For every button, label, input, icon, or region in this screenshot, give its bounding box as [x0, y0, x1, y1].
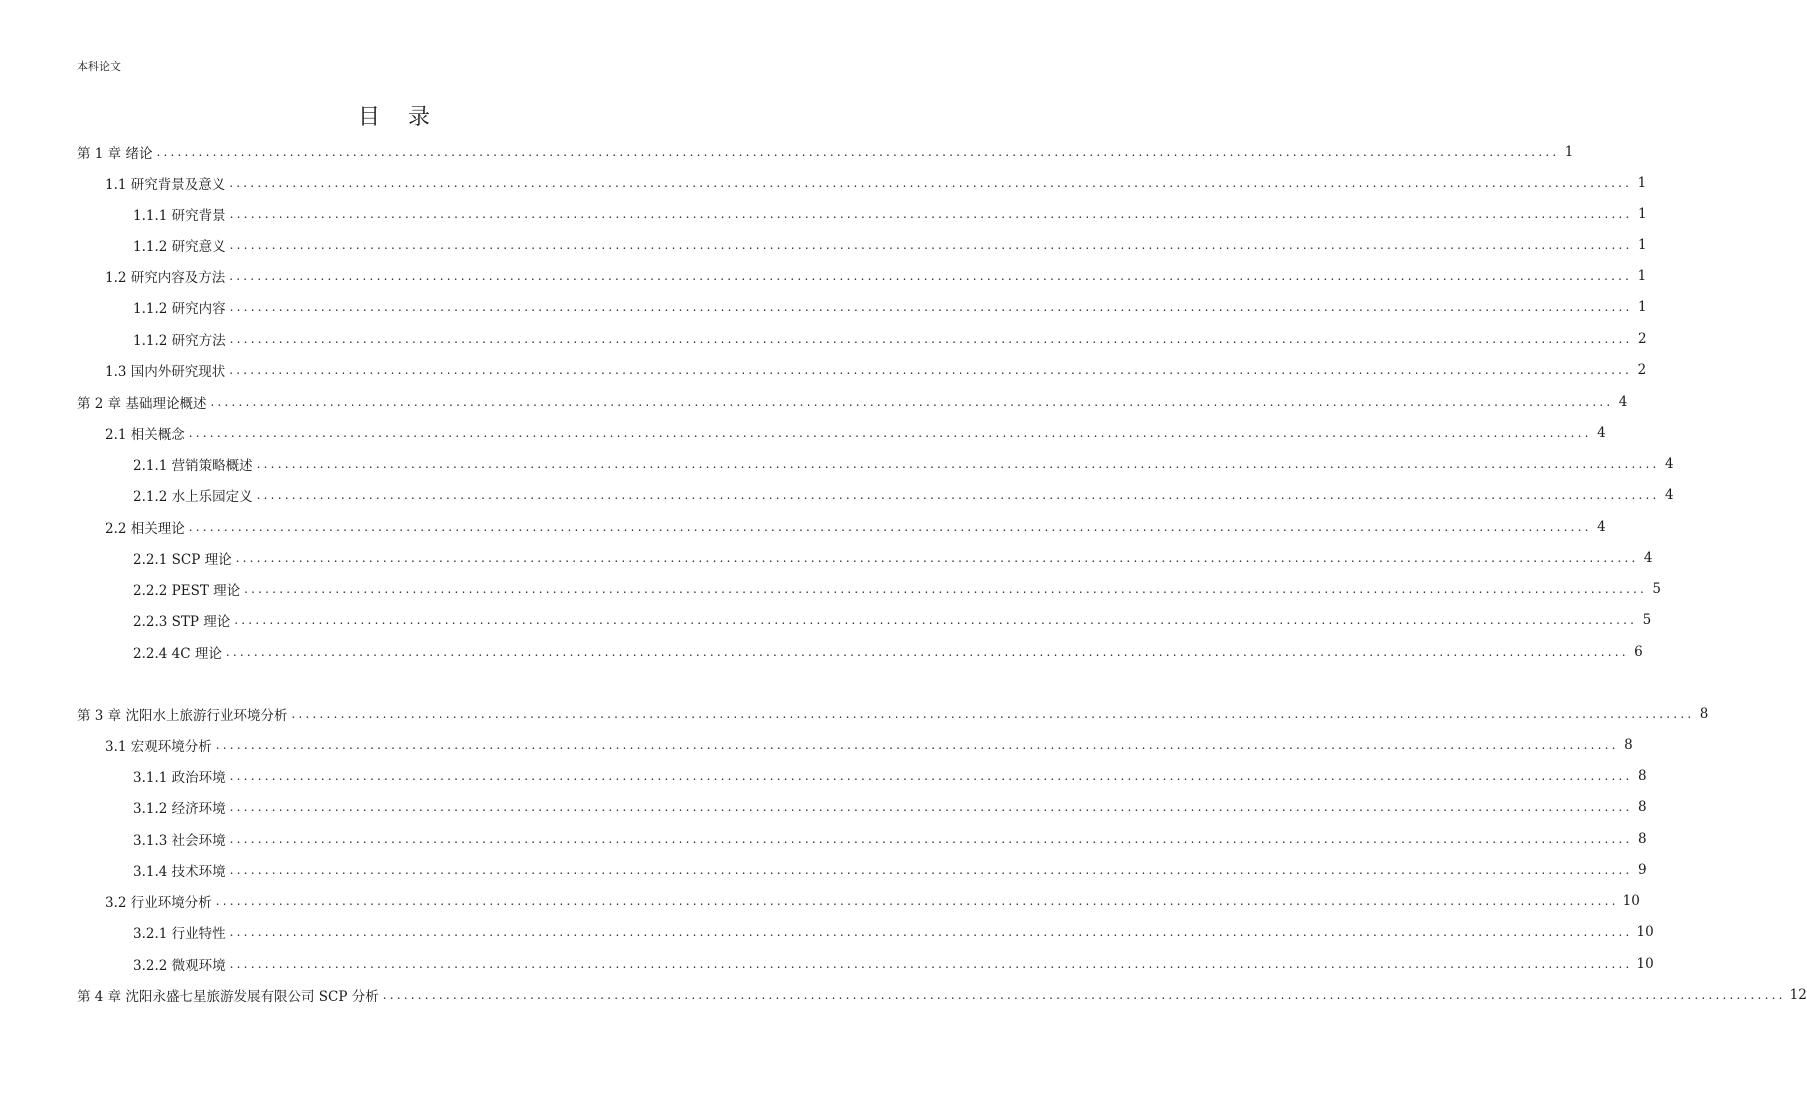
toc-entry-page: 12	[1789, 986, 1807, 1003]
toc-entry-page: 4	[1618, 393, 1628, 410]
toc-dot-leader: ........................................................................................................................................................................................................	[235, 550, 1639, 565]
toc-dot-leader: ........................................................................................................................................................................................................	[229, 175, 1633, 190]
toc-entry-page: 8	[1637, 830, 1647, 847]
toc-entry-label: 2.2.3 STP 理论	[133, 613, 231, 630]
toc-entry[interactable]	[77, 136, 1574, 167]
toc-dot-leader: ........................................................................................................................................................................................................	[229, 768, 1633, 783]
toc-entry[interactable]	[77, 979, 1807, 1010]
toc-entry-label: 3.1.1 政治环境	[133, 769, 226, 786]
title-char-2: 录	[408, 105, 433, 130]
toc-entry[interactable]	[77, 198, 1647, 229]
toc-entry-label: 1.1 研究背景及意义	[105, 176, 226, 193]
toc-entry-label: 1.3 国内外研究现状	[105, 363, 226, 380]
toc-entry-page: 1	[1637, 298, 1647, 315]
toc-dot-leader: ........................................................................................................................................................................................................	[229, 206, 1633, 221]
toc-entry-page: 8	[1637, 798, 1647, 815]
toc-entry[interactable]	[77, 885, 1640, 916]
toc-entry[interactable]	[77, 417, 1606, 448]
toc-dot-leader: ........................................................................................................................................................................................................	[215, 737, 1619, 752]
toc-entry-label: 2.1.2 水上乐园定义	[133, 488, 253, 505]
toc-entry[interactable]	[77, 573, 1662, 604]
toc-entry-page: 4	[1597, 518, 1606, 535]
toc-entry[interactable]	[77, 916, 1654, 947]
toc-entry-page: 5	[1642, 611, 1652, 628]
toc-entry-label: 3.1.4 技术环境	[133, 863, 226, 880]
toc-dot-leader: ........................................................................................................................................................................................................	[229, 799, 1633, 814]
toc-entry-label: 2.2 相关理论	[105, 520, 185, 537]
toc-dot-leader: ........................................................................................................................................................................................................	[188, 519, 1592, 534]
toc-entry-label: 1.1.1 研究背景	[133, 207, 226, 224]
toc-entry-page: 1	[1564, 143, 1574, 160]
toc-dot-leader: ........................................................................................................................................................................................................	[229, 299, 1633, 314]
toc-entry[interactable]	[77, 948, 1654, 979]
toc-dot-leader: ........................................................................................................................................................................................................	[256, 487, 1660, 502]
toc-entry[interactable]	[77, 636, 1643, 667]
toc-entry-page: 10	[1636, 923, 1654, 940]
toc-entry-label: 3.1.2 经济环境	[133, 800, 226, 817]
toc-dot-leader: ........................................................................................................................................................................................................	[256, 456, 1660, 471]
toc-entry-label: 第 4 章 沈阳永盛七星旅游发展有限公司 SCP 分析	[77, 988, 379, 1005]
title-char-1: 目	[357, 105, 382, 130]
toc-dot-leader: ........................................................................................................................................................................................................	[229, 268, 1633, 283]
toc-entry-page: 1	[1637, 174, 1647, 191]
toc-entry[interactable]	[77, 167, 1647, 198]
toc-entry[interactable]	[77, 323, 1647, 354]
toc-dot-leader: ........................................................................................................................................................................................................	[229, 237, 1633, 252]
toc-dot-leader: ........................................................................................................................................................................................................	[229, 831, 1633, 846]
toc-entry-page: 4	[1643, 549, 1653, 566]
toc-entry-page: 2	[1637, 330, 1647, 347]
toc-entry-page: 1	[1637, 267, 1647, 284]
toc-entry[interactable]	[77, 229, 1647, 260]
toc-entry-page: 5	[1652, 580, 1662, 597]
toc-entry-label: 2.1 相关概念	[105, 426, 185, 443]
toc-entry-label: 第 3 章 沈阳水上旅游行业环境分析	[77, 707, 288, 724]
toc-entry-page: 2	[1637, 361, 1647, 378]
toc-dot-leader: ........................................................................................................................................................................................................	[156, 144, 1560, 159]
toc-entry[interactable]	[77, 823, 1647, 854]
toc-entry[interactable]	[77, 542, 1653, 573]
toc-dot-leader: ........................................................................................................................................................................................................	[244, 581, 1648, 596]
toc-dot-leader: ........................................................................................................................................................................................................	[229, 362, 1633, 377]
toc-dot-leader: ........................................................................................................................................................................................................	[229, 331, 1633, 346]
page-title	[0, 100, 790, 131]
toc-entry-page: 8	[1624, 736, 1633, 753]
toc-dot-leader: ........................................................................................................................................................................................................	[382, 987, 1786, 1002]
toc-dot-leader: ........................................................................................................................................................................................................	[229, 862, 1633, 877]
toc-entry-label: 2.2.2 PEST 理论	[133, 582, 241, 599]
toc-entry[interactable]	[77, 448, 1674, 479]
toc-entry-label: 3.2 行业环境分析	[105, 894, 212, 911]
toc-entry-label: 第 2 章 基础理论概述	[77, 395, 207, 412]
toc-entry-label: 3.1.3 社会环境	[133, 832, 226, 849]
toc-dot-leader: ........................................................................................................................................................................................................	[229, 924, 1633, 939]
toc-entry-label: 2.1.1 营销策略概述	[133, 457, 253, 474]
toc-entry-label: 1.1.2 研究意义	[133, 238, 226, 255]
toc-entry-label: 1.2 研究内容及方法	[105, 269, 226, 286]
toc-entry-label: 1.1.2 研究内容	[133, 300, 226, 317]
toc-entry-label: 3.1 宏观环境分析	[105, 738, 212, 755]
toc-entry[interactable]	[77, 604, 1652, 635]
toc-entry-page: 1	[1637, 236, 1647, 253]
toc-dot-leader: ........................................................................................................................................................................................................	[225, 644, 1629, 659]
page-header: 本科论文	[77, 60, 121, 73]
toc-entry-label: 2.2.1 SCP 理论	[133, 551, 232, 568]
toc-entry-label: 2.2.4 4C 理论	[133, 645, 222, 662]
toc-entry-label: 3.2.2 微观环境	[133, 957, 226, 974]
toc-dot-leader: ........................................................................................................................................................................................................	[234, 612, 1638, 627]
toc-entry-label: 1.1.2 研究方法	[133, 332, 226, 349]
toc-dot-leader: ........................................................................................................................................................................................................	[188, 425, 1592, 440]
toc-entry[interactable]	[77, 854, 1647, 885]
toc-entry-label: 第 1 章 绪论	[77, 145, 153, 162]
toc-dot-leader: ........................................................................................................................................................................................................	[215, 893, 1619, 908]
toc-entry[interactable]	[77, 729, 1633, 760]
toc-entry[interactable]	[77, 386, 1628, 417]
toc-entry-page: 10	[1622, 892, 1640, 909]
toc-entry[interactable]	[77, 260, 1647, 291]
toc-dot-leader: ........................................................................................................................................................................................................	[210, 394, 1614, 409]
toc-entry-page: 4	[1597, 424, 1606, 441]
toc-entry[interactable]	[77, 479, 1674, 510]
toc-entry[interactable]	[77, 698, 1709, 729]
toc-entry[interactable]	[77, 354, 1647, 385]
toc-entry-page: 4	[1664, 486, 1674, 503]
toc-dot-leader: ........................................................................................................................................................................................................	[229, 956, 1633, 971]
toc-entry-page: 8	[1637, 767, 1647, 784]
toc-entry[interactable]	[77, 511, 1606, 542]
toc-entry-label: 3.2.1 行业特性	[133, 925, 226, 942]
toc-entry-page: 1	[1637, 205, 1647, 222]
toc-entry-page: 8	[1699, 705, 1709, 722]
toc-entry-page: 6	[1634, 643, 1643, 660]
toc-entry[interactable]	[77, 291, 1647, 322]
toc-entry[interactable]	[77, 791, 1647, 822]
toc-dot-leader: ........................................................................................................................................................................................................	[291, 706, 1695, 721]
toc-entry-page: 9	[1637, 861, 1647, 878]
toc-entry-page: 10	[1636, 955, 1654, 972]
toc-entry[interactable]	[77, 760, 1647, 791]
toc-entry-page: 4	[1664, 455, 1674, 472]
